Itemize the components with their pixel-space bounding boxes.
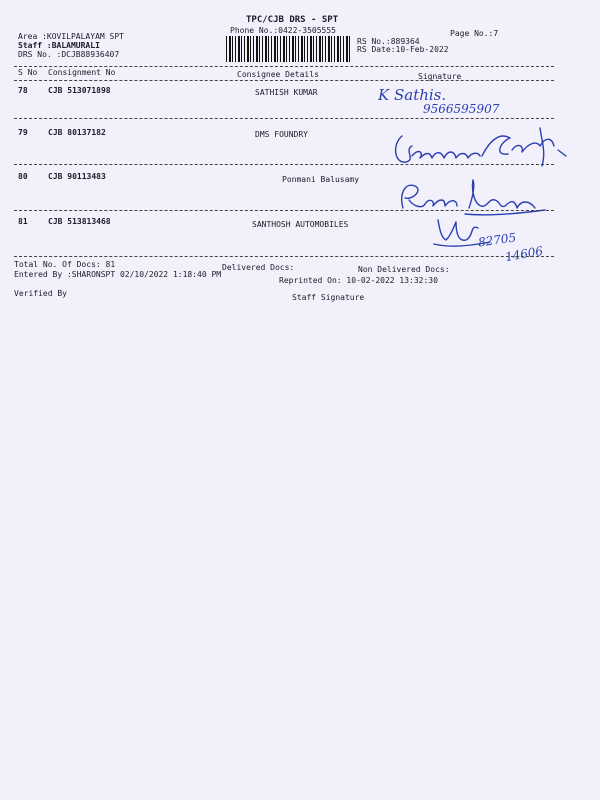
barcode bbox=[226, 36, 350, 62]
handwritten-number: 14606 bbox=[504, 243, 545, 265]
row-sno: 81 bbox=[18, 217, 28, 226]
handwritten-name: K Sathis. bbox=[378, 86, 447, 104]
entered-by: Entered By :SHARONSPT 02/10/2022 1:18:40 PM bbox=[14, 270, 222, 279]
row-consignee: SANTHOSH AUTOMOBILES bbox=[252, 220, 349, 229]
non-delivered-docs: Non Delivered Docs: bbox=[358, 265, 450, 274]
row-divider bbox=[14, 118, 554, 119]
drs-number: DRS No. :DCJB88936407 bbox=[18, 50, 120, 59]
report-title: TPC/CJB DRS - SPT bbox=[246, 15, 339, 25]
row-consignee: DMS FOUNDRY bbox=[255, 130, 308, 139]
phone-number: Phone No.:0422-3505555 bbox=[230, 26, 336, 35]
page-number: Page No.:7 bbox=[450, 29, 499, 38]
rs-number: RS No.:889364 bbox=[357, 37, 420, 46]
col-sno: S No bbox=[18, 68, 38, 77]
rs-date: RS Date:10-Feb-2022 bbox=[357, 45, 449, 54]
total-docs: Total No. Of Docs: 81 bbox=[14, 260, 116, 269]
col-consignment: Consignment No bbox=[48, 68, 116, 77]
row-consignee: SATHISH KUMAR bbox=[255, 88, 318, 97]
row-consignment: CJB 513813468 bbox=[48, 217, 111, 226]
divider-line bbox=[14, 80, 554, 81]
row-sno: 80 bbox=[18, 172, 28, 181]
row-consignment: CJB 80137182 bbox=[48, 128, 106, 137]
col-consignee: Consignee Details bbox=[237, 70, 319, 79]
divider-line bbox=[14, 66, 554, 67]
row-sno: 79 bbox=[18, 128, 28, 137]
row-sno: 78 bbox=[18, 86, 28, 95]
row-consignment: CJB 90113483 bbox=[48, 172, 106, 181]
divider-line bbox=[14, 256, 554, 257]
delivered-docs: Delivered Docs: bbox=[222, 263, 295, 272]
row-divider bbox=[14, 210, 554, 211]
signature-scribble bbox=[390, 122, 580, 180]
staff-signature-label: Staff Signature bbox=[292, 293, 365, 302]
row-consignee: Ponmani Balusamy bbox=[282, 175, 360, 184]
verified-by: Verified By bbox=[14, 289, 67, 298]
staff-label: Staff :BALAMURALI bbox=[18, 41, 100, 50]
reprinted-on: Reprinted On: 10-02-2022 13:32:30 bbox=[279, 276, 438, 285]
row-divider bbox=[14, 164, 554, 165]
col-signature: Signature bbox=[418, 72, 462, 81]
row-consignment: CJB 513071898 bbox=[48, 86, 111, 95]
handwritten-phone: 9566595907 bbox=[423, 102, 500, 116]
area-label: Area :KOVILPALAYAM SPT bbox=[18, 32, 124, 41]
handwritten-number: 82705 bbox=[477, 230, 517, 250]
